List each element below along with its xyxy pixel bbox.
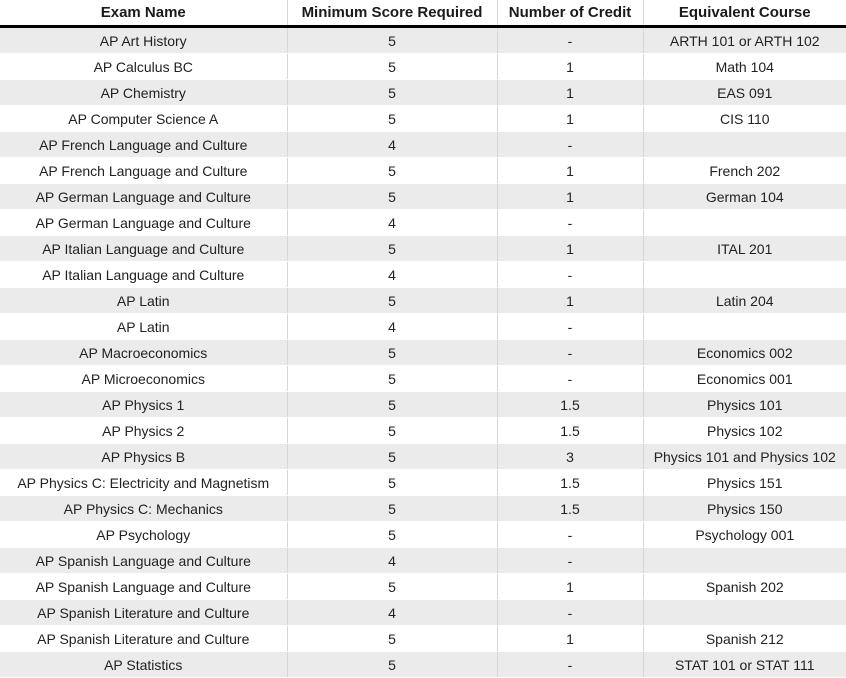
cell-number-of-credit: - — [497, 522, 643, 548]
cell-equivalent-course: German 104 — [643, 184, 846, 210]
cell-minimum-score: 5 — [287, 392, 497, 418]
header-row — [0, 0, 846, 27]
table-row — [0, 522, 846, 548]
cell-minimum-score: 5 — [287, 496, 497, 522]
cell-equivalent-course — [643, 262, 846, 288]
cell-exam-name: AP Spanish Language and Culture — [0, 548, 287, 574]
cell-minimum-score: 4 — [287, 132, 497, 158]
header-equivalent-course: Equivalent Course — [643, 0, 846, 27]
cell-number-of-credit: 1 — [497, 106, 643, 132]
cell-equivalent-course: Psychology 001 — [643, 522, 846, 548]
cell-minimum-score: 5 — [287, 27, 497, 54]
table-row — [0, 600, 846, 626]
table-row — [0, 210, 846, 236]
cell-exam-name: AP French Language and Culture — [0, 132, 287, 158]
cell-exam-name: AP Psychology — [0, 522, 287, 548]
cell-number-of-credit: 1 — [497, 184, 643, 210]
cell-exam-name: AP Physics 2 — [0, 418, 287, 444]
cell-exam-name: AP Italian Language and Culture — [0, 236, 287, 262]
cell-number-of-credit: 1 — [497, 158, 643, 184]
cell-equivalent-course — [643, 548, 846, 574]
cell-exam-name: AP Spanish Language and Culture — [0, 574, 287, 600]
cell-equivalent-course: Spanish 202 — [643, 574, 846, 600]
cell-equivalent-course: ARTH 101 or ARTH 102 — [643, 27, 846, 54]
cell-number-of-credit: 1.5 — [497, 392, 643, 418]
cell-number-of-credit: - — [497, 548, 643, 574]
cell-exam-name: AP Chemistry — [0, 80, 287, 106]
cell-minimum-score: 5 — [287, 522, 497, 548]
cell-minimum-score: 5 — [287, 418, 497, 444]
cell-exam-name: AP French Language and Culture — [0, 158, 287, 184]
cell-number-of-credit: - — [497, 340, 643, 366]
table-row — [0, 626, 846, 652]
table-row — [0, 262, 846, 288]
cell-exam-name: AP Calculus BC — [0, 54, 287, 80]
cell-minimum-score: 5 — [287, 288, 497, 314]
cell-exam-name: AP Physics C: Mechanics — [0, 496, 287, 522]
cell-equivalent-course — [643, 210, 846, 236]
cell-minimum-score: 4 — [287, 314, 497, 340]
cell-equivalent-course — [643, 314, 846, 340]
cell-number-of-credit: 1.5 — [497, 496, 643, 522]
table-header — [0, 0, 846, 27]
cell-number-of-credit: - — [497, 132, 643, 158]
cell-minimum-score: 5 — [287, 184, 497, 210]
table-row — [0, 158, 846, 184]
cell-equivalent-course: Spanish 212 — [643, 626, 846, 652]
cell-exam-name: AP Latin — [0, 288, 287, 314]
cell-minimum-score: 4 — [287, 262, 497, 288]
cell-number-of-credit: - — [497, 210, 643, 236]
cell-equivalent-course: Physics 151 — [643, 470, 846, 496]
cell-exam-name: AP German Language and Culture — [0, 184, 287, 210]
header-number-of-credit: Number of Credit — [497, 0, 643, 27]
cell-exam-name: AP German Language and Culture — [0, 210, 287, 236]
cell-number-of-credit: 1.5 — [497, 470, 643, 496]
cell-minimum-score: 5 — [287, 54, 497, 80]
table-row — [0, 54, 846, 80]
cell-minimum-score: 5 — [287, 236, 497, 262]
cell-number-of-credit: - — [497, 314, 643, 340]
cell-minimum-score: 5 — [287, 106, 497, 132]
cell-equivalent-course: Physics 101 — [643, 392, 846, 418]
table-row — [0, 444, 846, 470]
cell-equivalent-course: EAS 091 — [643, 80, 846, 106]
table-row — [0, 27, 846, 54]
cell-number-of-credit: 1 — [497, 80, 643, 106]
cell-minimum-score: 5 — [287, 158, 497, 184]
cell-exam-name: AP Latin — [0, 314, 287, 340]
table-row — [0, 574, 846, 600]
header-minimum-score: Minimum Score Required — [287, 0, 497, 27]
cell-exam-name: AP Computer Science A — [0, 106, 287, 132]
cell-equivalent-course: Math 104 — [643, 54, 846, 80]
cell-minimum-score: 5 — [287, 444, 497, 470]
cell-exam-name: AP Art History — [0, 27, 287, 54]
cell-equivalent-course: Economics 002 — [643, 340, 846, 366]
cell-equivalent-course: French 202 — [643, 158, 846, 184]
cell-minimum-score: 4 — [287, 600, 497, 626]
cell-minimum-score: 5 — [287, 80, 497, 106]
cell-number-of-credit: 3 — [497, 444, 643, 470]
cell-minimum-score: 4 — [287, 210, 497, 236]
cell-equivalent-course: Latin 204 — [643, 288, 846, 314]
cell-exam-name: AP Physics C: Electricity and Magnetism — [0, 470, 287, 496]
cell-number-of-credit: - — [497, 262, 643, 288]
table-row — [0, 340, 846, 366]
cell-number-of-credit: - — [497, 27, 643, 54]
table-row — [0, 548, 846, 574]
cell-number-of-credit: 1 — [497, 288, 643, 314]
cell-minimum-score: 5 — [287, 626, 497, 652]
cell-number-of-credit: 1 — [497, 236, 643, 262]
cell-equivalent-course: Physics 102 — [643, 418, 846, 444]
cell-minimum-score: 5 — [287, 340, 497, 366]
table-row — [0, 392, 846, 418]
table-row — [0, 288, 846, 314]
cell-equivalent-course: Economics 001 — [643, 366, 846, 392]
cell-number-of-credit: 1 — [497, 626, 643, 652]
cell-exam-name: AP Italian Language and Culture — [0, 262, 287, 288]
cell-minimum-score: 5 — [287, 574, 497, 600]
cell-number-of-credit: - — [497, 652, 643, 678]
cell-minimum-score: 4 — [287, 548, 497, 574]
cell-number-of-credit: - — [497, 600, 643, 626]
table-body — [0, 27, 846, 678]
cell-exam-name: AP Physics B — [0, 444, 287, 470]
cell-equivalent-course: Physics 150 — [643, 496, 846, 522]
cell-exam-name: AP Spanish Literature and Culture — [0, 600, 287, 626]
cell-equivalent-course: CIS 110 — [643, 106, 846, 132]
table-row — [0, 496, 846, 522]
table-row — [0, 366, 846, 392]
cell-equivalent-course — [643, 600, 846, 626]
table-row — [0, 470, 846, 496]
cell-exam-name: AP Statistics — [0, 652, 287, 678]
cell-minimum-score: 5 — [287, 366, 497, 392]
cell-minimum-score: 5 — [287, 470, 497, 496]
table-row — [0, 184, 846, 210]
table-row — [0, 106, 846, 132]
table-row — [0, 314, 846, 340]
cell-number-of-credit: 1 — [497, 54, 643, 80]
cell-equivalent-course: STAT 101 or STAT 111 — [643, 652, 846, 678]
table-row — [0, 80, 846, 106]
table-row — [0, 132, 846, 158]
cell-equivalent-course: Physics 101 and Physics 102 — [643, 444, 846, 470]
table-row — [0, 418, 846, 444]
cell-number-of-credit: 1 — [497, 574, 643, 600]
cell-equivalent-course — [643, 132, 846, 158]
cell-exam-name: AP Spanish Literature and Culture — [0, 626, 287, 652]
cell-exam-name: AP Macroeconomics — [0, 340, 287, 366]
cell-exam-name: AP Microeconomics — [0, 366, 287, 392]
cell-number-of-credit: 1.5 — [497, 418, 643, 444]
cell-equivalent-course: ITAL 201 — [643, 236, 846, 262]
cell-exam-name: AP Physics 1 — [0, 392, 287, 418]
header-exam-name: Exam Name — [0, 0, 287, 27]
table-row — [0, 652, 846, 678]
cell-minimum-score: 5 — [287, 652, 497, 678]
cell-number-of-credit: - — [497, 366, 643, 392]
table-row — [0, 236, 846, 262]
